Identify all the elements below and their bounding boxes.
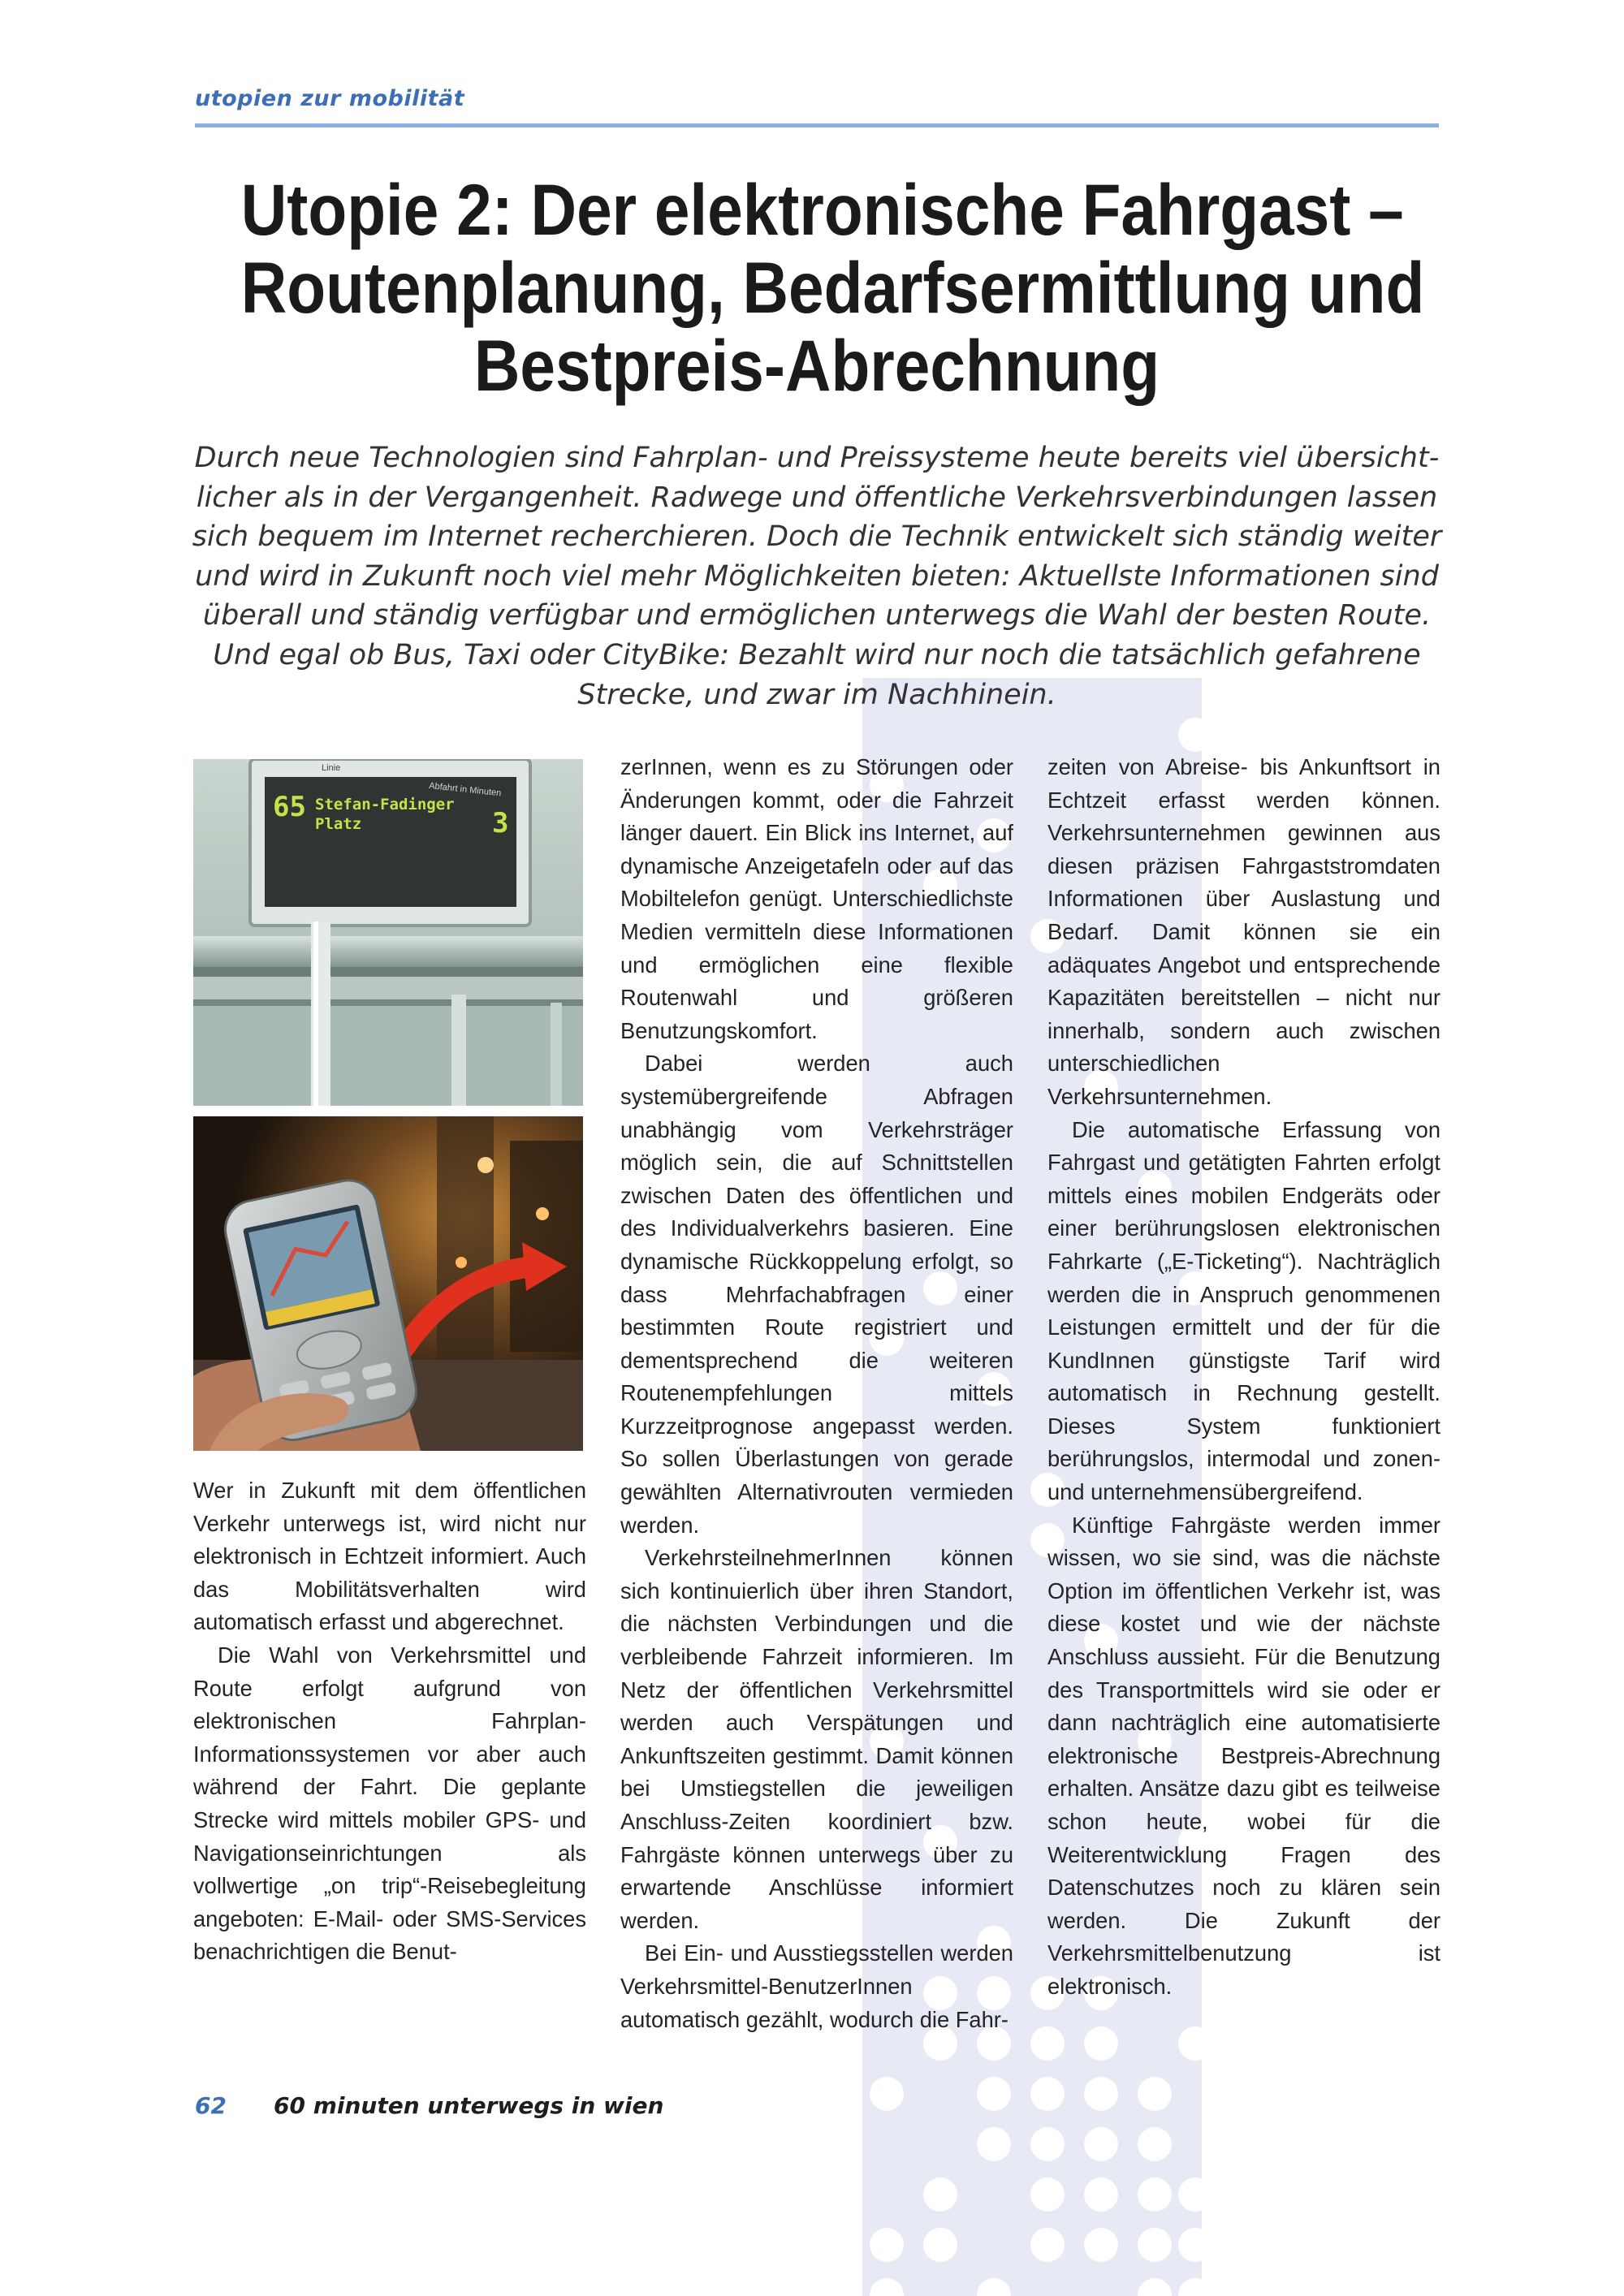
pattern-dot: [1178, 718, 1202, 752]
paragraph: Die Wahl von Verkehrsmittel und Route erfolgt aufgrund von elektronischen Fahrplan-Informationssystemen vor aber auch während der Fahrt. Die geplante Strecke wird mittels mobiler GPS- und Navigationseinrichtungen als vollwertige „on trip“-Reisebegleitung angeboten: E-Mail- oder SMS-Services benachrichtigen die Benut-: [193, 1642, 586, 1965]
body-column-1: [193, 1474, 586, 1969]
display-label-line: Linie: [322, 763, 341, 773]
pattern-dot: [1030, 2026, 1065, 2061]
pattern-dot: [1178, 2278, 1202, 2296]
pattern-dot: [977, 2278, 1011, 2296]
lead-line-3: sich bequem im Internet recherchieren. Doch die Technik entwickelt sich ständig weiter: [192, 520, 1442, 554]
lead-line-2: licher als in der Vergangenheit. Radwege und öffentliche Verkehrsverbindungen lassen: [196, 481, 1438, 514]
paragraph: zeiten von Abreise- bis Ankunftsort in Echtzeit erfasst werden können. Verkehrsunternehmen gewinnen aus diesen präzisen Fahrgaststromdaten Informationen über Auslastung und Bedarf. Damit können sie ein adäquates Angebot und entsprechende Kapazitäten bereitstellen – nicht nur innerhalb, sondern auch zwischen unterschiedlichen Verkehrsunternehmen.: [1047, 754, 1440, 1109]
pattern-dot: [870, 2228, 904, 2262]
title-line-1: Utopie 2: Der elektronische Fahrgast –: [240, 169, 1404, 250]
pattern-dot: [923, 2228, 957, 2262]
display-destination-2: Platz: [315, 815, 362, 833]
pattern-dot: [1084, 2177, 1118, 2212]
pattern-dot: [977, 2077, 1011, 2111]
pattern-dot: [1030, 2177, 1065, 2212]
pattern-dot: [1084, 2127, 1118, 2161]
body-column-2: [620, 751, 1013, 2036]
display-minutes: 3: [492, 807, 509, 839]
pattern-dot: [1138, 2127, 1172, 2161]
pattern-dot: [977, 2127, 1011, 2161]
publication-title: 60 minuten unterwegs in wien: [274, 2092, 664, 2119]
header-rule: [195, 123, 1439, 127]
photo-mobile-navigation: [193, 1116, 583, 1451]
paragraph: Künftige Fahrgäste werden immer wissen, wo sie sind, was die nächste Option im öffentlichen Verkehr ist, was diese kostet und wie der nächste Anschluss aussieht. Für die Benutzung des Transportmittels wird sie oder er dann nachträglich eine automatisierte elektronische Bestpreis-Abrechnung erhalten. Ansätze dazu gibt es teilweise schon heute, wobei für die Weiterentwicklung Fragen des Datenschutzes noch zu klären sein werden. Die Zukunft der Verkehrsmittelbenutzung ist elektronisch.: [1047, 1512, 1440, 1999]
pattern-dot: [1178, 2026, 1202, 2061]
title-line-3: Bestpreis-Abrechnung: [473, 325, 1160, 406]
pattern-dot: [1138, 2077, 1172, 2111]
pattern-dot: [870, 2077, 904, 2111]
section-kicker: utopien zur mobilität: [195, 86, 465, 111]
pattern-dot: [870, 2278, 904, 2296]
lead-line-7: Strecke, und zwar im Nachhinein.: [577, 678, 1056, 711]
paragraph: Bei Ein- und Ausstiegsstellen werden Verkehrsmittel-BenutzerInnen automatisch gezählt, wodurch die Fahr-: [620, 1940, 1013, 2032]
display-route-number: 65: [273, 791, 306, 823]
article-title: [240, 169, 1425, 406]
lead-line-1: Durch neue Technologien sind Fahrplan- und Preissysteme heute bereits viel übersicht-: [194, 442, 1440, 474]
pattern-dot: [923, 2177, 957, 2212]
paragraph: zerInnen, wenn es zu Störungen oder Änderungen kommt, oder die Fahrzeit länger dauert. Ein Blick ins Internet, auf dynamische Anzeigetafeln oder auf das Mobiltelefon genügt. Unterschiedlichste Medien vermitteln diese Informationen und ermöglichen eine flexible Routenwahl und größeren Benutzungskomfort.: [620, 754, 1013, 1043]
page-number: 62: [195, 2092, 227, 2119]
pattern-dot: [1138, 2278, 1172, 2296]
pattern-dot: [1030, 2077, 1065, 2111]
lead-line-5: überall und ständig verfügbar und ermöglichen unterwegs die Wahl der besten Route.: [202, 599, 1432, 632]
paragraph: Dabei werden auch systemübergreifende Abfragen unabhängig vom Verkehrsträger möglich sein, die auf Schnittstellen zwischen Daten des öffentlichen und des Individualverkehrs basieren. Eine dynamische Rückkoppelung erfolgt, so dass Mehrfachabfragen einer bestimmten Route registriert und dementsprechend die weiteren Routenempfehlungen mittels Kurzzeitprognose angepasst werden. So sollen Überlastungen von gerade gewählten Alternativrouten vermieden werden.: [620, 1051, 1013, 1538]
photo-departure-display: [193, 759, 583, 1106]
lead-line-6: Und egal ob Bus, Taxi oder CityBike: Bezahlt wird nur noch die tatsächlich gefahrene: [213, 638, 1421, 671]
lead-line-4: und wird in Zukunft noch viel mehr Möglichkeiten bieten: Aktuellste Informationen sind: [195, 559, 1439, 593]
pattern-dot: [1138, 2228, 1172, 2262]
pattern-dot: [1178, 2228, 1202, 2262]
pattern-dot: [1030, 2127, 1065, 2161]
body-column-3: [1047, 751, 1440, 2004]
paragraph: Die automatische Erfassung von Fahrgast und getätigten Fahrten erfolgt mittels eines mobilen Endgeräts oder einer berührungslosen elektronischen Fahrkarte („E-Ticketing“). Nachträglich werden die in Anspruch genommenen Leistungen ermittelt und der für die KundInnen günstigste Tarif wird automatisch in Rechnung gestellt. Dieses System funktioniert berührungslos, intermodal und zonen- und unternehmensübergreifend.: [1047, 1116, 1440, 1505]
pattern-dot: [1084, 2026, 1118, 2061]
pattern-dot: [1178, 2177, 1202, 2212]
display-destination-1: Stefan-Fadinger: [315, 796, 455, 814]
display-label-departure: Abfahrt in Minuten: [428, 781, 502, 799]
paragraph: VerkehrsteilnehmerInnen können sich kontinuierlich über ihren Standort, die nächsten Verbindungen und die verbleibende Fahrzeit informieren. Im Netz der öffentlichen Verkehrsmittel werden auch Verspätungen und Ankunftszeiten gestimmt. Damit können bei Umstiegstellen die jeweiligen Anschluss-Zeiten koordiniert bzw. Fahrgäste können unterwegs über zu erwartende Anschlüsse informiert werden.: [620, 1545, 1013, 1933]
pattern-dot: [1030, 2228, 1065, 2262]
pattern-dot: [1084, 2228, 1118, 2262]
title-line-2: Routenplanung, Bedarfsermittlung und: [240, 247, 1425, 328]
article-lead: [192, 438, 1442, 714]
pattern-dot: [1138, 2177, 1172, 2212]
paragraph: Wer in Zukunft mit dem öffentlichen Verkehr unterwegs ist, wird nicht nur elektronisch in Echtzeit informiert. Auch das Mobilitätsverhalten wird automatisch erfasst und abgerechnet.: [193, 1478, 586, 1635]
pattern-dot: [1084, 2077, 1118, 2111]
